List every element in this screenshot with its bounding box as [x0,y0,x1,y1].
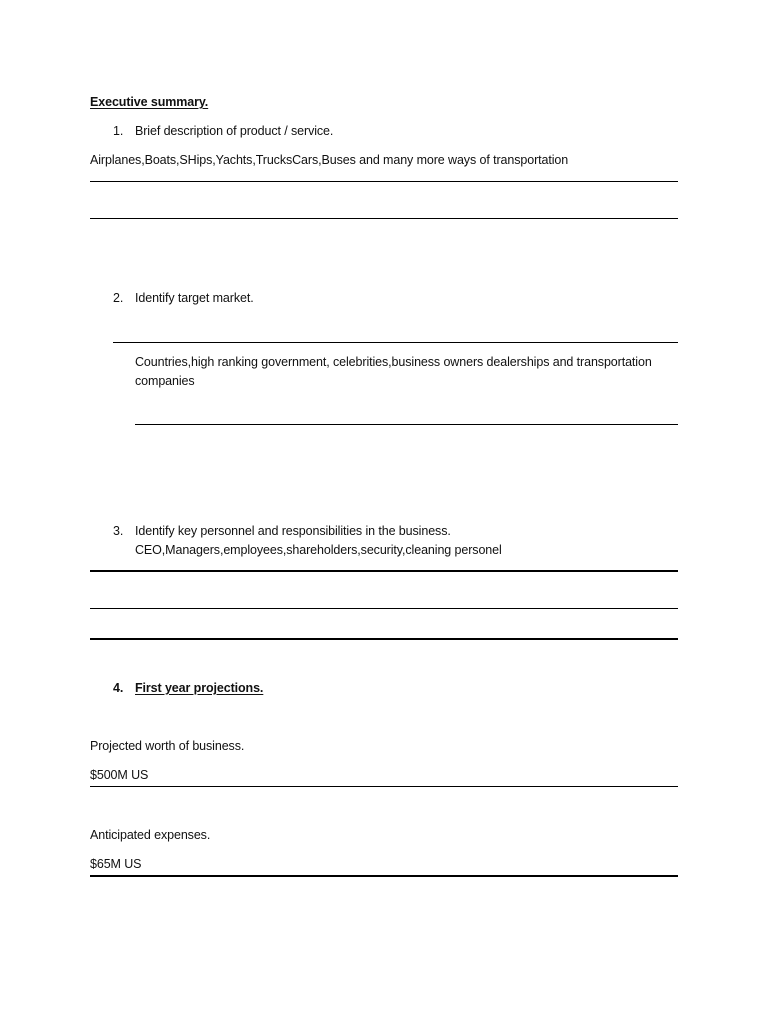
anticipated-expenses-label: Anticipated expenses. [90,828,211,842]
answer-line [135,424,678,425]
answer-line [113,342,678,343]
answer-line [90,638,678,640]
section-4-number: 4. [113,681,124,695]
section-1-question [113,122,333,141]
section-2-answer-line-2: companies [135,374,195,388]
answer-line [90,570,678,572]
section-4-heading-text: First year projections. [135,681,264,695]
section-2-question [113,289,254,308]
anticipated-expenses-value: $65M US [90,857,142,871]
section-2-answer-line-1: Countries,high ranking government, celebrities,business owners dealerships and transportation [135,355,652,369]
projected-worth-label: Projected worth of business. [90,739,245,753]
answer-line [90,608,678,609]
section-4-heading [113,679,263,698]
section-3-answer: CEO,Managers,employees,shareholders,security,cleaning personel [135,543,502,557]
section-3-number: 3. [113,524,124,538]
answer-line [90,181,678,182]
answer-line [90,786,678,787]
section-3-question [113,522,451,541]
projected-worth-value: $500M US [90,768,149,782]
section-1-number: 1. [113,124,124,138]
section-1-question-text: Brief description of product / service. [135,124,334,138]
answer-line [90,875,678,877]
section-2-question-text: Identify target market. [135,291,254,305]
section-1-answer: Airplanes,Boats,SHips,Yachts,TrucksCars,Buses and many more ways of transportation [90,153,569,167]
section-3-question-text: Identify key personnel and responsibilities in the business. [135,524,451,538]
page-title: Executive summary. [90,95,209,109]
answer-line [90,218,678,219]
section-2-number: 2. [113,291,124,305]
